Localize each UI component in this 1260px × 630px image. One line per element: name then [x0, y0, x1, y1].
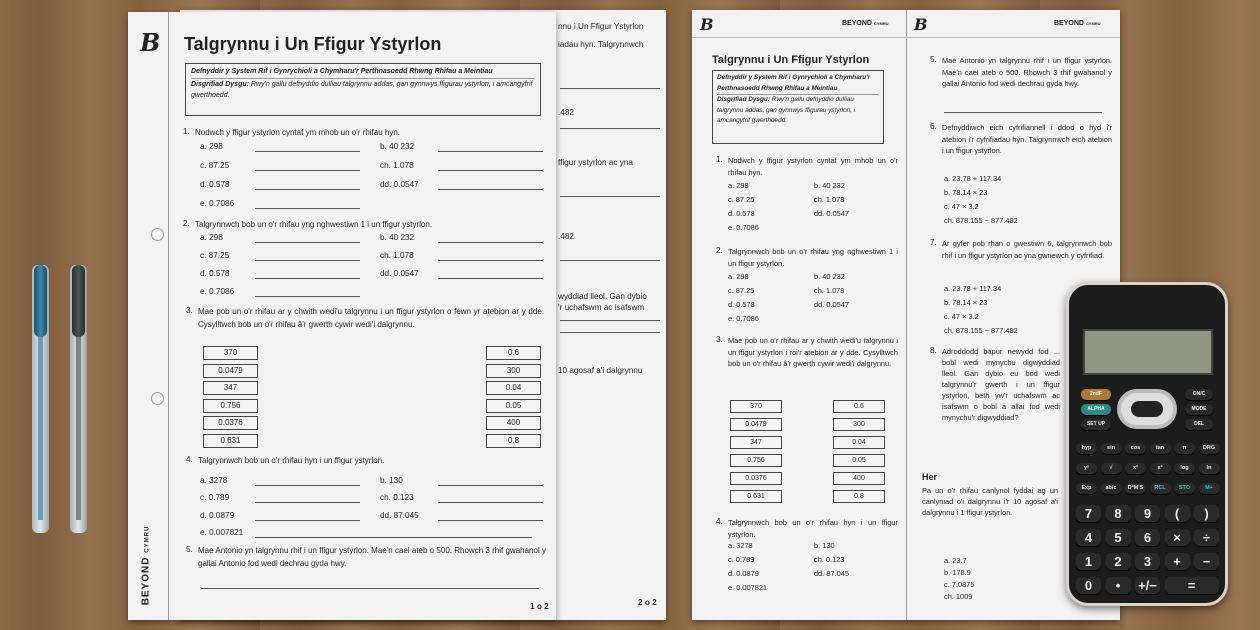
match-box-right[interactable]: 0.8	[833, 490, 885, 503]
question-number: 8.	[930, 346, 937, 355]
question-item: b. 78.14 × 23	[944, 188, 988, 197]
dpad-center	[1131, 401, 1163, 417]
question-item: ch. 1.078	[814, 195, 845, 204]
question-number: 4.	[716, 517, 723, 526]
back-page-snippet: 10 agosaf a'i dalgrynnu	[558, 366, 643, 375]
question-item: d. 0.578	[728, 300, 755, 309]
pen-blue	[32, 265, 49, 533]
learning-label: Disgrifiad Dysgu:	[191, 81, 249, 88]
question-number: 3.	[186, 306, 193, 315]
calc-key[interactable]: ÷	[1194, 529, 1219, 546]
calc-key[interactable]: +	[1165, 553, 1190, 570]
brand-vertical	[140, 526, 151, 606]
question-item: c. 47 × 3.2	[944, 202, 979, 211]
question-item: b. 40 232	[380, 233, 415, 242]
question-number: 2.	[716, 246, 723, 255]
calc-key[interactable]: 4	[1076, 529, 1101, 546]
question-text: Mae pob un o'r rhifau ar y chwith wedi'u talgrynnu i un ffigur ystyrlon i roi'r atebion ar y dde. Cysylltwch bob un o'r rhifau â'r gwerth cywir wedi'i dalgrynnu.	[728, 336, 898, 368]
question-item: dd. 0.0547	[814, 209, 849, 218]
answer-line	[560, 332, 660, 333]
calc-key[interactable]: 0	[1076, 577, 1101, 594]
pen-cap	[34, 265, 47, 337]
learning-text: Rwy'n gallu defnyddio dulliau talgrynnu addas, gan gynnwys ffigurau ystyrlon, i amcangyfrif gwerthoedd.	[717, 96, 856, 124]
calc-key[interactable]: ab/c	[1101, 483, 1122, 494]
question-number: 4.	[186, 455, 193, 464]
answer-line[interactable]	[255, 296, 360, 297]
worksheet-spread	[692, 10, 1120, 620]
page-number: 1 o 2	[530, 602, 549, 611]
brand-header	[842, 20, 889, 27]
challenge-title: Her	[922, 472, 938, 482]
match-box-left[interactable]: 0.756	[730, 454, 782, 467]
page-number: 2 o 2	[638, 598, 657, 607]
question-item: ch. 878.155 − 877.482	[944, 216, 1018, 225]
answer-line[interactable]	[255, 278, 360, 279]
match-box-right[interactable]: 0.6	[833, 400, 885, 413]
question-item: c. 47 × 3.2	[944, 312, 979, 321]
answer-line[interactable]	[438, 260, 543, 261]
question-item: a. 298	[728, 181, 749, 190]
question-number: 5.	[186, 545, 193, 554]
beyond-logo-icon: B	[700, 15, 714, 34]
question-item: b. 78.14 × 23	[944, 298, 988, 307]
learning-text: Rwy'n gallu defnyddio dulliau talgrynnu addas, gan gynnwys ffigurau ystyrlon, i amcangyfrif gwerthoedd.	[191, 81, 533, 99]
match-box-right[interactable]: 400	[486, 416, 541, 430]
question-item: b. 178.9	[944, 568, 971, 577]
match-box-right[interactable]: 0.04	[833, 436, 885, 449]
brand-name: BEYOND	[140, 556, 152, 606]
punch-hole	[151, 392, 164, 405]
calc-key[interactable]: •	[1106, 577, 1131, 594]
calc-key[interactable]: SET UP	[1081, 419, 1111, 430]
question-item: ch. 1.078	[380, 161, 414, 170]
objective-box	[712, 70, 884, 144]
question-text: Adroddodd bapur newydd fod ... bobl wedi mynychu digwyddiad lleol. Gan dybio eu bod wedi talgrynnu'r gwerth i un ffigur ystyrlon, beth yw'r uchafswm ac isafswm o bobl a allai fod wedi mynychu'r digwyddiad?	[942, 347, 1060, 422]
match-box-right[interactable]: 300	[833, 418, 885, 431]
question-number: 2.	[183, 219, 190, 228]
match-box-left[interactable]: 0.0479	[730, 418, 782, 431]
question-text: Talgrynnwch bob un o'r rhifau yng nghwestiwn 1 i un ffigur ystyrlon.	[728, 247, 898, 268]
answer-line[interactable]	[255, 208, 360, 209]
answer-line[interactable]	[438, 520, 543, 521]
learning-label: Disgrifiad Dysgu:	[717, 96, 770, 103]
match-box-left[interactable]: 0.631	[203, 434, 258, 448]
answer-line[interactable]	[201, 588, 539, 589]
calc-key[interactable]: DEL	[1185, 419, 1213, 430]
question-item: e. 0.007821	[728, 583, 768, 592]
match-box-right[interactable]: 0.8	[486, 434, 541, 448]
answer-line[interactable]	[255, 502, 360, 503]
answer-line[interactable]	[255, 537, 532, 538]
match-box-left[interactable]: 370	[203, 346, 258, 360]
brand-name: BEYOND	[842, 20, 872, 27]
question-item: b. 40 232	[814, 272, 845, 281]
calc-key[interactable]: 2ndF	[1081, 389, 1111, 400]
calc-key[interactable]: 5	[1106, 529, 1131, 546]
calc-key[interactable]: ×	[1165, 529, 1190, 546]
calc-key[interactable]: (	[1165, 505, 1190, 522]
question-item: d. 0.578	[200, 180, 230, 189]
question-text: Nodwch y ffigur ystyrlon cyntaf ym mhob un o'r rhifau hyn.	[195, 128, 401, 137]
question-item: ch. 1009	[944, 592, 973, 601]
match-box-left[interactable]: 0.0376	[730, 472, 782, 485]
match-box-right[interactable]: 300	[486, 364, 541, 378]
calc-key[interactable]: 1	[1076, 553, 1101, 570]
question-item: dd. 0.0547	[380, 180, 419, 189]
calc-key[interactable]: D°M'S	[1125, 483, 1146, 494]
answer-line[interactable]	[438, 151, 543, 152]
challenge-text: Pa un o'r rhifau canlynol fyddai ag un canlyniad o'i dalgrynnu i'r 10 agosaf a'i dalgrynnu i 1 ffigur ystyrlon.	[922, 486, 1058, 517]
back-page-snippet: ffigur ystyrlon ac yna	[558, 158, 633, 167]
back-page-snippet: .482	[558, 108, 574, 117]
calc-key[interactable]: tan	[1150, 443, 1171, 454]
dpad[interactable]	[1117, 389, 1177, 429]
match-box-left[interactable]: 0.631	[730, 490, 782, 503]
match-box-left[interactable]: 0.0479	[203, 364, 258, 378]
calc-key[interactable]: 8	[1106, 505, 1131, 522]
match-box-left[interactable]: 370	[730, 400, 782, 413]
answer-line	[560, 128, 660, 129]
question-item: c. 87.25	[200, 161, 230, 170]
brand-sub: CYMRU	[1085, 21, 1101, 26]
calc-key[interactable]: π	[1174, 443, 1195, 454]
question-item: d. 0.578	[728, 209, 755, 218]
answer-line[interactable]	[255, 189, 360, 190]
question-item: a. 298	[728, 272, 749, 281]
question-item: b. 40 232	[380, 142, 415, 151]
question-number: 5.	[930, 55, 937, 64]
brand-sub: CYMRU	[144, 525, 151, 553]
calc-key[interactable]: ALPHA	[1081, 404, 1111, 415]
calc-key[interactable]: 2	[1106, 553, 1131, 570]
calc-key[interactable]: Exp	[1076, 483, 1097, 494]
answer-line[interactable]	[438, 485, 543, 486]
question-number: 3.	[716, 335, 723, 344]
match-box-left[interactable]: 347	[730, 436, 782, 449]
question-number: 1.	[716, 155, 723, 164]
question-item: b. 130	[814, 541, 835, 550]
calc-key[interactable]: +/−	[1135, 577, 1160, 594]
pen-ink	[38, 335, 43, 520]
calc-key[interactable]: =	[1165, 577, 1219, 594]
question-item: a. 23.78 + 117.34	[944, 174, 1002, 183]
calc-key[interactable]: x²	[1125, 463, 1146, 474]
calc-key[interactable]: M+	[1199, 483, 1220, 494]
match-box-right[interactable]: 0.04	[486, 381, 541, 395]
pen-ink	[76, 335, 81, 520]
page-title: Talgrynnu i Un Ffigur Ystyrlon	[184, 34, 442, 54]
question-text: Talgrynnwch bob un o'r rhifau hyn i un ffigur ystyrlon.	[728, 518, 898, 539]
objective-text: Defnyddir y System Rif i Gynrychioli a Chymharu'r Perthnasoedd Rhwng Rhifau a Meintiau	[717, 74, 871, 92]
answer-line	[560, 260, 660, 261]
calc-key[interactable]: 6	[1135, 529, 1160, 546]
calc-key[interactable]: √	[1101, 463, 1122, 474]
question-item: e. 0.7086	[200, 199, 235, 208]
calculator	[1066, 282, 1228, 606]
question-item: e. 0.007821	[200, 528, 244, 537]
answer-line	[560, 320, 660, 321]
calc-key[interactable]: hyp	[1076, 443, 1097, 454]
question-item: c. 87.25	[728, 195, 755, 204]
question-item: c. 7.0875	[944, 580, 975, 589]
question-text: Mae pob un o'r rhifau ar y chwith wedi'u talgrynnu i un ffigur ystyrlon o fewn yr atebion ar y dde. Cysylltwch bob un o'r rhifau â'r gwerth cywir wedi'i dalgrynnu.	[198, 307, 544, 329]
question-number: 6.	[930, 122, 937, 131]
question-item: a. 3278	[200, 476, 228, 485]
calc-key[interactable]: RCL	[1150, 483, 1171, 494]
question-item: e. 0.7086	[728, 223, 759, 232]
match-box-right[interactable]: 0.6	[486, 346, 541, 360]
answer-line[interactable]	[438, 242, 543, 243]
match-box-right[interactable]: 0.05	[486, 399, 541, 413]
margin-line	[168, 12, 169, 620]
answer-line[interactable]	[944, 112, 1102, 113]
beyond-logo-icon: B	[140, 28, 161, 57]
calculator-screen	[1083, 329, 1213, 375]
calc-key[interactable]: 3	[1135, 553, 1160, 570]
answer-line[interactable]	[255, 170, 360, 171]
calc-key[interactable]: 9	[1135, 505, 1160, 522]
back-page-snippet: wyddiad lleol. Gan dybio	[558, 292, 647, 301]
question-item: c. 0.789	[728, 555, 755, 564]
answer-line[interactable]	[255, 151, 360, 152]
question-text: Mae Antonio yn talgrynnu rhif i un ffigur ystyrlon. Mae'n cael ateb o 500. Rhowch 3 rhif gwahanol y gallai Antonio fod wedi dechrau gyda hwy.	[942, 56, 1112, 88]
header-divider	[692, 37, 1120, 38]
question-item: ch. 1.078	[814, 286, 845, 295]
question-text: Nodwch y ffigur ystyrlon cyntaf ym mhob un o'r rhifau hyn.	[728, 156, 898, 177]
calc-key[interactable]: MODE	[1185, 404, 1213, 415]
calc-key[interactable]: log	[1174, 463, 1195, 474]
punch-hole	[151, 228, 164, 241]
question-item: dd. 87.045	[814, 569, 849, 578]
question-item: d. 0.0879	[728, 569, 759, 578]
answer-line	[560, 196, 660, 197]
question-item: d. 0.578	[200, 269, 230, 278]
answer-line[interactable]	[255, 242, 360, 243]
objective-text: Defnyddir y System Rif i Gynrychioli a Chymharu'r Perthnasoedd Rhwng Rhifau a Meintiau	[191, 68, 493, 75]
worksheet-front-page	[128, 12, 556, 620]
match-box-right[interactable]: 400	[833, 472, 885, 485]
answer-line[interactable]	[255, 520, 360, 521]
calc-key[interactable]: ln	[1199, 463, 1220, 474]
calc-key[interactable]: cos	[1125, 443, 1146, 454]
objective-box	[185, 63, 541, 116]
question-text: Defnyddiwch eich cyfrifiannell i ddod o hyd i'r atebion i'r cyfrifiadau hyn. Talgrynnwch eich atebion i un ffigur ystyrlon.	[942, 123, 1112, 155]
question-item: dd. 0.0547	[380, 269, 419, 278]
answer-line[interactable]	[255, 485, 360, 486]
answer-line[interactable]	[438, 502, 543, 503]
question-text: Talgrynnwch bob un o'r rhifau yng nghwestiwn 1 i un ffigur ystyrlon.	[195, 220, 433, 229]
calc-key[interactable]: sin	[1101, 443, 1122, 454]
question-item: ch. 0.123	[380, 493, 414, 502]
answer-line[interactable]	[255, 260, 360, 261]
match-box-right[interactable]: 0.05	[833, 454, 885, 467]
brand-sub: CYMRU	[873, 21, 889, 26]
question-item: ch. 1.078	[380, 251, 414, 260]
brand-name: BEYOND	[1054, 20, 1084, 27]
calc-key[interactable]: STO	[1174, 483, 1195, 494]
question-item: dd. 0.0547	[814, 300, 849, 309]
answer-line[interactable]	[438, 170, 543, 171]
question-item: b. 40 232	[814, 181, 845, 190]
question-item: ch. 878.155 − 877.482	[944, 326, 1018, 335]
question-number: 7.	[930, 238, 937, 247]
question-item: dd. 87.045	[380, 511, 419, 520]
question-text: Ar gyfer pob rhan o gwestiwn 6, talgrynnwch bob rhif i un ffigur ystyrlon ac yna gwnewch y cyfrifiad.	[942, 239, 1112, 260]
question-item: e. 0.7086	[200, 287, 235, 296]
page-title: Talgrynnu i Un Ffigur Ystyrlon	[712, 54, 870, 66]
back-page-snippet: .482	[558, 232, 574, 241]
question-item: c. 0.789	[200, 493, 230, 502]
question-item: e. 0.7086	[728, 314, 759, 323]
column-divider	[906, 10, 907, 620]
calc-key[interactable]: )	[1194, 505, 1219, 522]
back-page-snippet: iadau hyn. Talgrynnwch	[558, 40, 644, 49]
question-item: c. 87.25	[200, 251, 230, 260]
calc-key[interactable]: x³	[1150, 463, 1171, 474]
answer-line	[560, 88, 660, 89]
beyond-logo-icon: B	[914, 15, 928, 34]
question-item: a. 23.7	[944, 556, 967, 565]
brand-header	[1054, 20, 1101, 27]
pen-cap	[72, 265, 85, 337]
match-box-left[interactable]: 0.756	[203, 399, 258, 413]
back-page-snippet: 'r uchafswm ac isafswm	[558, 303, 645, 312]
match-box-left[interactable]: 347	[203, 381, 258, 395]
match-box-left[interactable]: 0.0376	[203, 416, 258, 430]
calc-key[interactable]: 7	[1076, 505, 1101, 522]
calc-key[interactable]: DRG	[1199, 443, 1220, 454]
question-item: d. 0.0879	[200, 511, 235, 520]
answer-line[interactable]	[438, 278, 543, 279]
question-item: a. 23.78 + 117.34	[944, 284, 1002, 293]
calc-key[interactable]: yˣ	[1076, 463, 1097, 474]
answer-line[interactable]	[438, 189, 543, 190]
question-item: a. 3278	[728, 541, 753, 550]
pen-black	[70, 265, 87, 533]
calc-key[interactable]: −	[1194, 553, 1219, 570]
question-text: Mae Antonio yn talgrynnu rhif i un ffigur ystyrlon. Mae'n cael ateb o 500. Rhowch 3 rhif gwahanol y gallai Antonio fod wedi dechrau gyda hwy.	[198, 546, 546, 568]
back-page-snippet: nnu i Un Ffigur Ystyrlon	[558, 22, 644, 31]
question-item: a. 298	[200, 142, 223, 151]
question-item: a. 298	[200, 233, 223, 242]
question-text: Talgrynnwch bob un o'r rhifau hyn i un ffigur ystyrlon.	[198, 456, 385, 465]
question-number: 1.	[183, 127, 190, 136]
question-item: b. 130	[380, 476, 403, 485]
question-item: c. 87.25	[728, 286, 755, 295]
calc-key[interactable]: ON/C	[1185, 389, 1213, 400]
question-item: ch. 0.123	[814, 555, 845, 564]
